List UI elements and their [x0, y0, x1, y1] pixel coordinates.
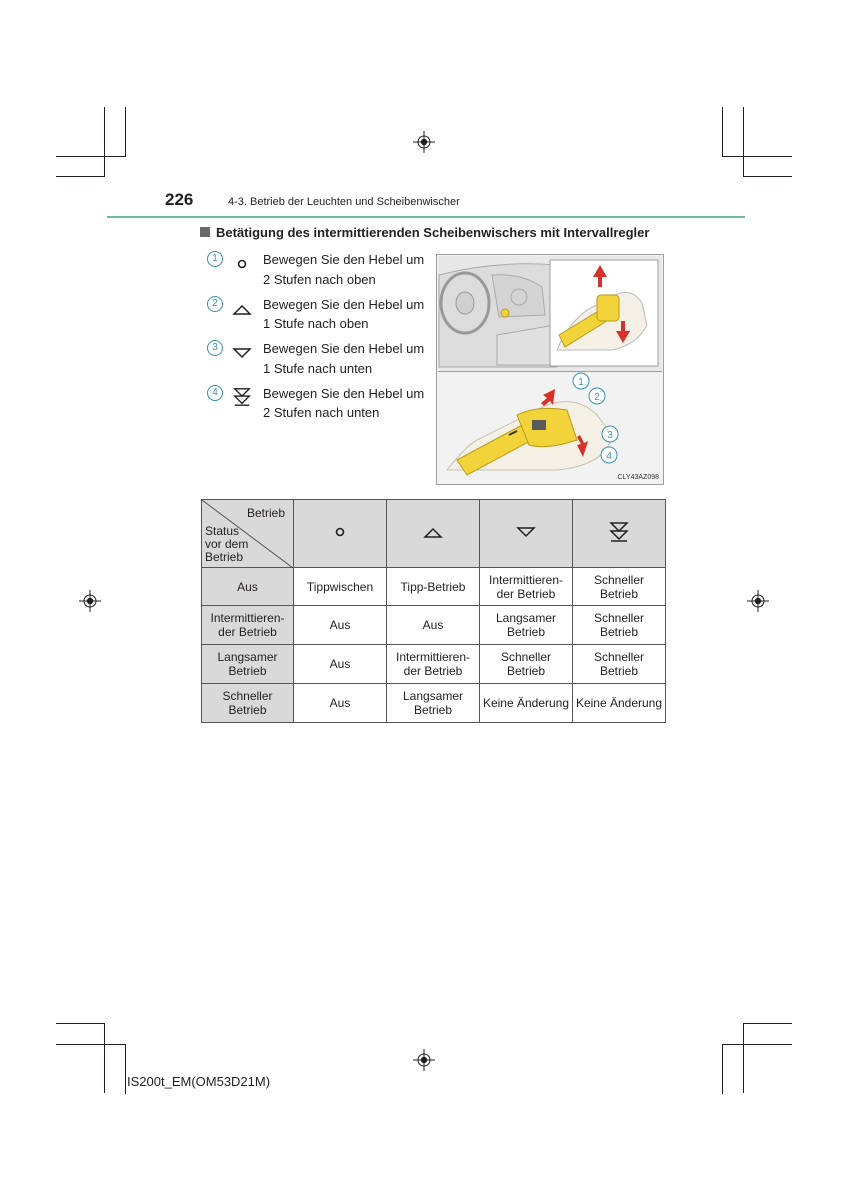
column-header	[387, 500, 480, 568]
crop-mark	[104, 107, 105, 177]
section-heading	[200, 225, 649, 240]
registration-mark-icon	[79, 590, 101, 612]
callout-label: 3	[607, 430, 613, 441]
table-header-row	[202, 500, 666, 568]
table-cell: Schneller Betrieb	[480, 645, 573, 684]
table-cell: Langsamer Betrieb	[480, 606, 573, 645]
crop-mark	[56, 1023, 105, 1024]
crop-mark	[743, 1023, 792, 1024]
document-code: IS200t_EM(OM53D21M)	[127, 1074, 271, 1089]
corner-top-label: Betrieb	[246, 506, 285, 520]
heading-text: Betätigung des intermittierenden Scheibenwischers mit Intervallregler	[216, 225, 650, 240]
registration-mark-icon	[413, 1049, 435, 1071]
table-cell: Keine Änderung	[573, 684, 666, 723]
triangle-down-icon	[515, 522, 537, 542]
circle-icon	[231, 253, 253, 273]
step-text: Bewegen Sie den Hebel um 1 Stufe nach unten	[263, 341, 425, 376]
table-row	[202, 684, 666, 723]
step-number: 4	[207, 385, 223, 401]
step-text: Bewegen Sie den Hebel um 1 Stufe nach oben	[263, 296, 425, 331]
double-triangle-down-icon	[231, 387, 253, 407]
callout-label: 2	[594, 392, 600, 403]
crop-mark	[722, 107, 723, 157]
list-item	[207, 250, 432, 295]
operation-table	[201, 499, 666, 723]
row-status: Schneller Betrieb	[202, 684, 294, 723]
square-bullet-icon	[200, 227, 210, 237]
step-number: 2	[207, 296, 223, 312]
crop-mark	[56, 156, 126, 157]
figure-caption: CLY43AZ098	[617, 474, 659, 481]
table-cell: Aus	[294, 606, 387, 645]
table-row	[202, 568, 666, 606]
column-header	[573, 500, 666, 568]
table-cell: Aus	[387, 606, 480, 645]
table-cell: Langsamer Betrieb	[387, 684, 480, 723]
registration-mark-icon	[747, 590, 769, 612]
crop-mark	[56, 176, 105, 177]
illustration-drawing	[437, 255, 663, 484]
step-number: 1	[207, 251, 223, 267]
row-status: Intermittieren- der Betrieb	[202, 606, 294, 645]
header-divider	[107, 216, 745, 218]
wiper-lever-illustration	[436, 254, 664, 485]
crop-mark	[743, 1023, 744, 1093]
triangle-down-icon	[231, 342, 253, 362]
triangle-up-icon	[231, 298, 253, 318]
table-cell: Intermittieren- der Betrieb	[387, 645, 480, 684]
crop-mark	[743, 107, 744, 177]
list-item	[207, 384, 432, 429]
crop-mark	[125, 1044, 126, 1094]
crop-mark	[125, 107, 126, 157]
corner-bottom-label: Status vor dem Betrieb	[205, 524, 249, 564]
list-item	[207, 339, 432, 384]
crop-mark	[722, 156, 792, 157]
registration-mark-icon	[413, 131, 435, 153]
callout-label: 1	[578, 377, 584, 388]
callout-label: 4	[606, 451, 612, 462]
table-cell: Schneller Betrieb	[573, 606, 666, 645]
list-item	[207, 295, 432, 340]
step-text: Bewegen Sie den Hebel um 2 Stufen nach oben	[263, 252, 425, 287]
table-row	[202, 606, 666, 645]
table-cell: Intermittieren- der Betrieb	[480, 568, 573, 606]
table-cell: Schneller Betrieb	[573, 645, 666, 684]
table-cell: Tippwischen	[294, 568, 387, 606]
page-number: 226	[165, 190, 194, 209]
step-list	[207, 250, 432, 428]
table-cell: Tipp-Betrieb	[387, 568, 480, 606]
table-cell: Keine Änderung	[480, 684, 573, 723]
crop-mark	[722, 1044, 792, 1045]
row-status: Langsamer Betrieb	[202, 645, 294, 684]
table-row	[202, 645, 666, 684]
double-triangle-down-icon	[608, 521, 630, 543]
column-header	[294, 500, 387, 568]
crop-mark	[56, 1044, 126, 1045]
row-status: Aus	[202, 568, 294, 606]
section-title: 4-3. Betrieb der Leuchten und Scheibenwischer	[228, 196, 460, 208]
crop-mark	[722, 1044, 723, 1094]
triangle-up-icon	[422, 522, 444, 542]
crop-mark	[743, 176, 792, 177]
table-cell: Schneller Betrieb	[573, 568, 666, 606]
crop-mark	[104, 1023, 105, 1093]
column-header	[480, 500, 573, 568]
table-cell: Aus	[294, 645, 387, 684]
step-number: 3	[207, 340, 223, 356]
table-cell: Aus	[294, 684, 387, 723]
table-corner-header	[202, 500, 294, 568]
circle-icon	[329, 522, 351, 542]
step-text: Bewegen Sie den Hebel um 2 Stufen nach unten	[263, 385, 425, 420]
